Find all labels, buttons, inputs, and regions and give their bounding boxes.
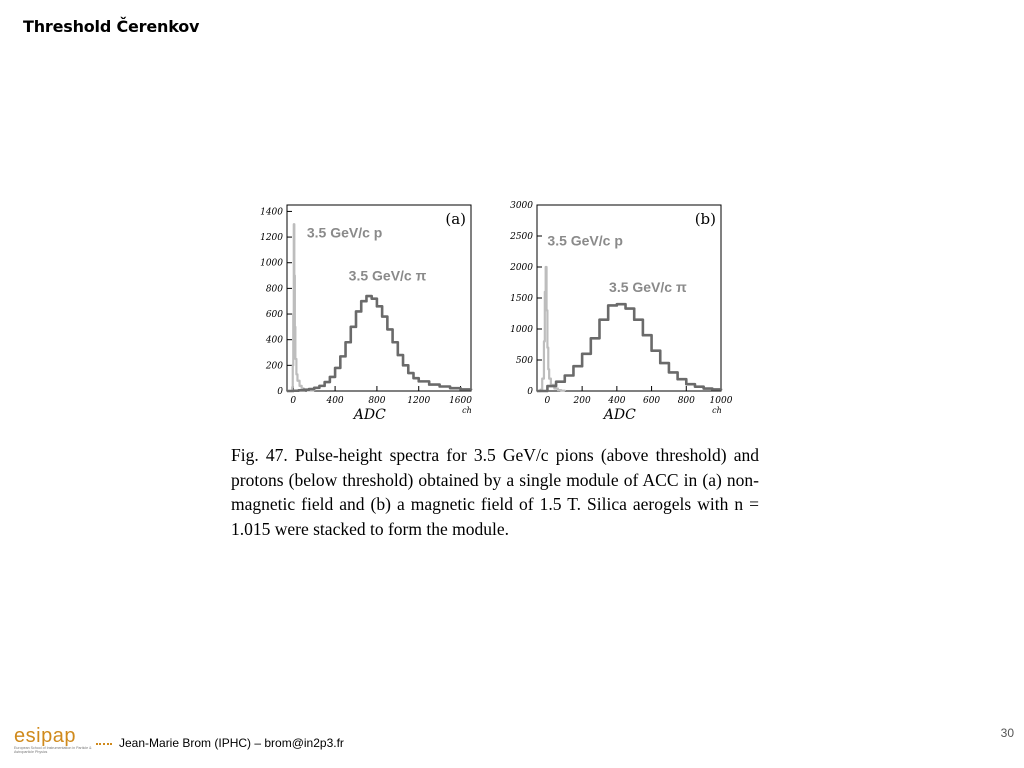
x-tick-label: 600 [642, 396, 661, 406]
x-tick-label: 0 [544, 396, 551, 406]
proton-histogram-line [287, 224, 314, 391]
proton-annotation: 3.5 GeV/c p [306, 224, 383, 241]
x-tick-label: 1200 [407, 396, 431, 406]
y-tick-label: 600 [265, 310, 283, 321]
chart-panel-b [500, 196, 740, 428]
x-axis-label: ADC [353, 407, 386, 423]
pion-histogram-line [537, 304, 721, 391]
x-axis-unit: ch [712, 406, 722, 415]
histogram-svg-a [250, 196, 490, 428]
esipap-logo [14, 726, 92, 754]
logo-wordmark: esipap [14, 725, 76, 747]
y-tick-label: 1400 [260, 207, 283, 218]
x-tick-label: 800 [677, 396, 695, 406]
figure-caption: Fig. 47. Pulse-height spectra for 3.5 GeV/c pions (above threshold) and protons (below threshold) obtained by a single module of ACC in (a) non-magnetic field and (b) a magnetic field of 1.5 T. Silica aerogels with n = 1.015 were stacked to form the module. [231, 445, 759, 539]
y-tick-label: 800 [265, 284, 283, 295]
x-tick-label: 800 [368, 396, 386, 406]
pion-annotation: 3.5 GeV/c π [609, 278, 687, 295]
y-tick-label: 0 [527, 387, 533, 397]
y-tick-label: 1000 [260, 258, 283, 269]
x-tick-label: 0 [290, 396, 297, 406]
y-tick-label: 200 [265, 361, 283, 372]
logo-subtitle: European School of Instrumentation in Particle & Astroparticle Physics [14, 746, 92, 755]
y-tick-label: 1200 [260, 233, 283, 244]
chart-panel-a [250, 196, 490, 428]
logo-dots-decoration [96, 743, 112, 745]
pion-histogram-line [287, 296, 471, 391]
panel-label: (b) [694, 210, 716, 228]
proton-annotation: 3.5 GeV/c p [547, 232, 623, 249]
y-tick-label: 2500 [510, 232, 533, 242]
y-tick-label: 1000 [510, 325, 533, 335]
histogram-svg-b [500, 196, 740, 428]
y-tick-label: 500 [515, 356, 533, 366]
pion-annotation: 3.5 GeV/c π [348, 267, 427, 284]
y-tick-label: 1500 [510, 294, 533, 304]
x-axis-unit: ch [462, 406, 472, 415]
x-tick-label: 1000 [709, 396, 733, 406]
x-tick-label: 1600 [449, 396, 472, 406]
y-tick-label: 2000 [510, 263, 533, 273]
panel-label: (a) [445, 210, 466, 228]
footer-author: Jean-Marie Brom (IPHC) – brom@in2p3.fr [119, 736, 344, 750]
y-tick-label: 0 [277, 387, 283, 397]
y-tick-label: 400 [265, 335, 283, 346]
y-tick-label: 3000 [510, 201, 533, 211]
x-tick-label: 400 [326, 396, 344, 406]
page-number: 30 [1000, 726, 1014, 740]
x-axis-label: ADC [603, 407, 636, 423]
slide-title: Threshold Čerenkov [23, 17, 200, 36]
x-tick-label: 400 [608, 396, 626, 406]
x-tick-label: 200 [573, 396, 591, 406]
